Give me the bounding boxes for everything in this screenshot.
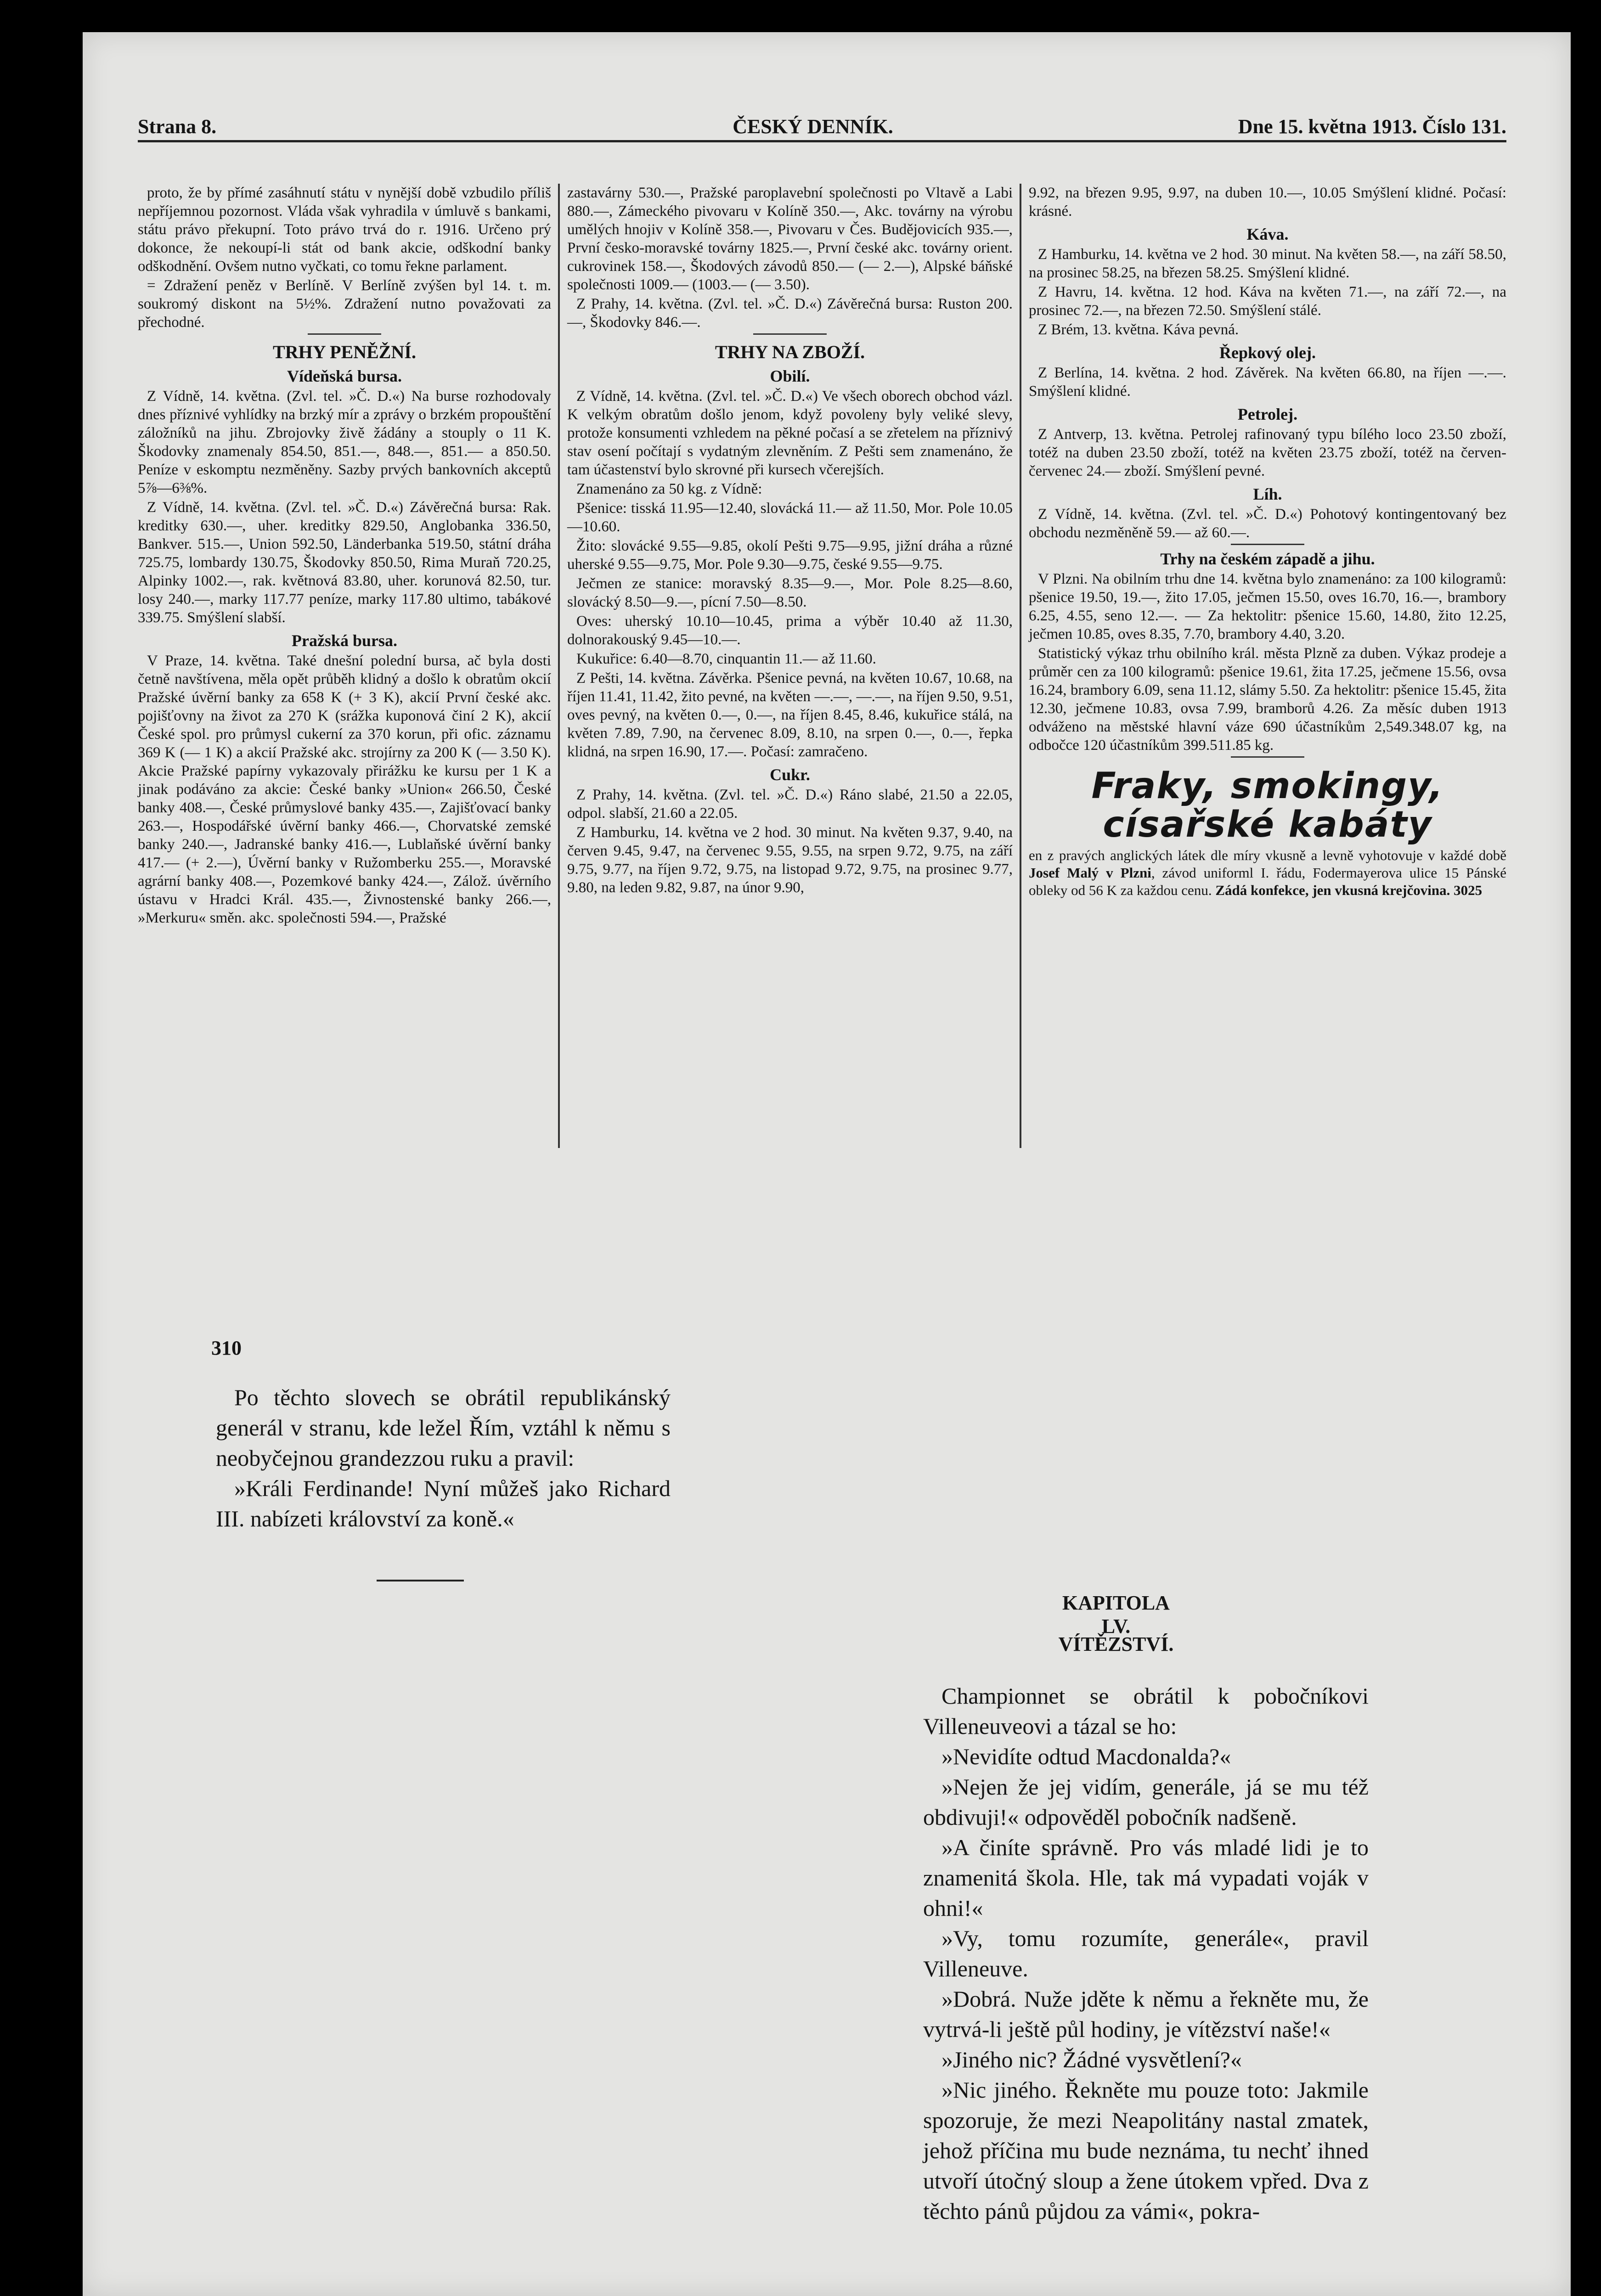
subsection-title-grain: Obilí. <box>770 367 810 385</box>
berlin-discount-paragraph: = Zdražení peněz v Berlíně. V Berlíně zvýšen byl 14. t. m. soukromý diskont na 5½%. Zdražení nutno považovati za přechodné. <box>138 277 551 331</box>
divider <box>1231 756 1304 758</box>
advertisement-company: Josef Malý v Plzni <box>1029 865 1151 881</box>
chapter-title: VÍTĚZSTVÍ. <box>1058 1633 1174 1655</box>
book-paragraph: »Nevidíte odtud Macdonalda?« <box>941 1744 1231 1769</box>
grain-rye: Žito: slovácké 9.55—9.85, okolí Pešti 9.75—9.95, jižní dráha a různé uherské 9.55—9.75, Mor. Pole 9.30—9.75, české 9.55—9.75. <box>567 538 1013 573</box>
masthead: ČESKÝ DENNÍK. <box>733 115 893 138</box>
divider <box>753 333 827 335</box>
advertisement-code: 3025 <box>1454 882 1483 898</box>
chapter-number: KAPITOLA LV. <box>1062 1592 1170 1638</box>
advertisement-text <box>1029 847 1506 899</box>
subsection-title-vienna: Vídeňská bursa. <box>287 367 402 385</box>
book-paragraph: Po těchto slovech se obrátil republikánský generál v stranu, kde ležel Řím, vztáhl k němu s neobyčejnou grandezzou ruku a pravil: <box>216 1384 671 1471</box>
book-paragraph: »A činíte správně. Pro vás mladé lidi je to znamenitá škola. Hle, tak má vypadati voják v ohni!« <box>923 1835 1369 1921</box>
book-paragraph: »Vy, tomu rozumíte, generále«, pravil Villeneuve. <box>923 1925 1369 1981</box>
grain-pest-report: Z Pešti, 14. května. Závěrka. Pšenice pevná, na květen 10.67, 10.68, na říjen 11.41, 11.42, žito pevné, na květen —.—, —.—, na říjen 9.50, 9.51, oves pevný, na květen 0.—, 0.—, na říjen 8.45, 8.46, kukuřice stálá, na květen 7.89, 7.90, na červenec 8.09, 8.10, na srpen 0.—, 0.—, řepka klidná, na srpen 16.90, 17.—. Počasí: zamračeno. <box>567 670 1013 760</box>
book-paragraph: »Nejen že jej vidím, generále, já se mu též obdivuji!« odpověděl pobočník nadšeně. <box>923 1774 1369 1830</box>
book-text-right <box>923 1681 1369 2226</box>
book-paragraph: »Nic jiného. Řekněte mu pouze toto: Jakmile spozoruje, že mezi Neapolitány nastal zmatek, jehož příčina mu bude neznáma, tu nechť ihned utvoří útočný sloup a žene útokem vpřed. Dva z těchto pánů půjdou za vámi«, pokra- <box>923 2077 1369 2224</box>
prague-report-continued: zastavárny 530.—, Pražské paroplavební společnosti po Vltavě a Labi 880.—, Zámeckého pivovaru v Kolíně 350.—, Akc. továrny na výrobu umělých hnojiv v Kolíně 358.—, Pivovaru v Čes. Budějovicích 935.—, První česko-moravské továrny 1825.—, První české akc. továrny orient. cukrovinek 158.—, Škodových závodů 850.— (— 2.—), Alpské báňské společnosti 1009.— (1003.— (— 3.50). <box>567 185 1013 293</box>
column-rule <box>558 184 560 1148</box>
sugar-hamburg: Z Hamburku, 14. května ve 2 hod. 30 minut. Na květen 9.37, 9.40, na červen 9.45, 9.47, na červenec 9.55, 9.55, na srpen 9.72, 9.75, na září 9.75, 9.77, na říjen 9.72, 9.75, na listopad 9.72, 9.75, na prosinec 9.77, 9.80, na leden 9.82, 9.87, na únor 9.90, <box>567 824 1013 896</box>
subsection-title-coffee: Káva. <box>1246 225 1289 243</box>
sugar-hamburg-continued: 9.92, na březen 9.95, 9.97, na duben 10.—, 10.05 Smýšlení klidné. Počasí: krásné. <box>1029 185 1506 219</box>
book-paragraph: Championnet se obrátil k pobočníkovi Villeneuveovi a tázal se ho: <box>923 1683 1369 1739</box>
plzen-market: V Plzni. Na obilním trhu dne 14. května bylo znamenáno: za 100 kilogramů: pšenice 19.50, 19.—, žito 17.05, ječmen 15.50, oves 16.70, 16.—, brambory 6.25, 4.55, seno 12.—. — Za hektolitr: pšenice 15.60, 14.80, žito 12.25, ječmen 10.85, oves 8.35, 7.70, brambory 4.40, 3.20. <box>1029 571 1506 642</box>
subsection-title-sugar: Cukr. <box>770 765 810 784</box>
spirit-vienna: Z Vídně, 14. května. (Zvl. tel. »Č. D.«) Pohotový kontingentovaný bez obchodu nezměněně 59.— až 60.—. <box>1029 506 1506 541</box>
date-issue: Dne 15. května 1913. Číslo 131. <box>1238 115 1506 138</box>
header-rule <box>138 140 1506 142</box>
section-title-money-markets: TRHY PENĚŽNÍ. <box>273 342 416 362</box>
grain-report: Z Vídně, 14. května. (Zvl. tel. »Č. D.«) Ve všech oborech obchod vázl. K velkým obratům došlo jenom, když povoleny byly veliké slevy, protože konsumenti vzhledem na pěkné počasí a se zřetelem na příznivý stav osení počítají s vydatným zlevněním. Z Pešti sem znamenáno, že tam účastenství bylo skrovné při kursech včerejších. <box>567 388 1013 478</box>
column-1 <box>138 184 551 928</box>
book-divider <box>377 1580 464 1581</box>
advertisement-body-end: , závod uniforml I. řádu, Fodermayerova ulice 15 Pánské obleky od 56 K za každou cenu. <box>1029 865 1507 898</box>
grain-note: Znamenáno za 50 kg. z Vídně: <box>576 481 762 497</box>
column-rule <box>1020 184 1021 1148</box>
subsection-title-prague: Pražská bursa. <box>291 631 397 650</box>
advertisement-body: en z pravých anglických látek dle míry vkusně a levně vyhotovuje v každé době <box>1029 847 1506 863</box>
plzen-statistics: Statistický výkaz trhu obilního král. města Plzně za duben. Výkaz prodeje a průměr cen za 100 kilogramů: pšenice 19.61, žita 17.25, ječmene 15.56, ovsa 16.24, brambory 6.09, sena 11.12, slámy 5.50. Za hektolitr: pšenice 15.45, žita 12.30, ječmene 10.83, ovsa 7.99, bramborů 4.26. Za měsíc duben 1913 odváženo na městské hlavní váze 690 účastníkům 2,549.348.07 kg, na odbočce 120 účastníkům 399.511.85 kg. <box>1029 645 1506 754</box>
vienna-report: Z Vídně, 14. května. (Zvl. tel. »Č. D.«) Na burse rozhodovaly dnes příznivé vyhlídky na brzký mír a zprávy o brzkém propouštění záložníků na jihu. Zbrojovky živě žádány a stouply o 11 K. Škodovky znamenaly 854.50, 851.—, 848.—, 851.— a 850.50. Peníze v eskomptu nezměněny. Sazby prvých bankovních akceptů 5⅞—6⅜%. <box>138 388 551 496</box>
page-label: Strana 8. <box>138 115 217 138</box>
book-paragraph: »Dobrá. Nuže jděte k němu a řekněte mu, že vytrvá-li ještě půl hodiny, je vítězství naše!« <box>923 1986 1369 2042</box>
grain-barley: Ječmen ze stanice: moravský 8.35—9.—, Mor. Pole 8.25—8.60, slovácký 8.50—9.—, pícní 7.50—8.50. <box>567 575 1013 610</box>
grain-maize: Kukuřice: 6.40—8.70, cinquantin 11.— až 11.60. <box>576 651 876 667</box>
sugar-prague: Z Prahy, 14. května. (Zvl. tel. »Č. D.«) Ráno slabé, 21.50 a 22.05, odpol. slabší, 21.60 a 22.05. <box>567 787 1013 822</box>
grain-oats: Oves: uherský 10.10—10.45, prima a výběr 10.40 až 11.30, dolnorakouský 9.45—10.—. <box>567 613 1013 648</box>
advertisement-closing: Zádá konfekce, jen vkusná krejčovina. <box>1215 882 1450 898</box>
subsection-title-petroleum: Petrolej. <box>1237 405 1298 423</box>
section-title-goods-markets: TRHY NA ZBOŽÍ. <box>715 342 865 362</box>
subsection-title-west-markets: Trhy na českém západě a jihu. <box>1160 550 1375 568</box>
rape-oil-berlin: Z Berlína, 14. května. 2 hod. Závěrek. Na květen 66.80, na říjen —.—. Smýšlení klidné. <box>1029 365 1506 400</box>
subsection-title-spirit: Líh. <box>1253 485 1282 503</box>
prague-report: V Praze, 14. května. Také dnešní polední bursa, ač byla dosti četně navštívena, měla opět průběh klidný a došlo k obratům okcií Pražské úvěrní banky za 658 K (+ 3 K), akcií První české akc. pojišťovny na život za 270 K (srážka kuponová činí 2 K), akcií České spol. pro průmysl cukerní za 370 korun, při ofic. záznamu 369 K (— 1 K) a akcií Pražské akc. strojírny za 200 K (— 3.50 K). Akcie Pražské papírny vykazovaly přirážku ke kursu per 1 K a jinak podáváno za akcie: České banky »Union« 266.50, České banky 408.—, České průmyslové banky 435.—, Zajišťovací banky 263.—, Hospodářské úvěrní banky 466.—, Chorvatské zemské banky 240.—, Jadranské banky 416.—, Lublaňské úvěrní banky 417.— (+ 2.—), Úvěrní banky v Ružomberku 255.—, Moravské agrární banky 408.—, Pozemkové banky 424.—, Zálož. úvěrního ústavu v Hradci Král. 435.—, Živnostenské banky 266.—, »Merkuru« směn. akc. společnosti 594.—, Pražské <box>138 653 551 926</box>
grain-wheat: Pšenice: tisská 11.95—12.40, slovácká 11.— až 11.50, Mor. Pole 10.05—10.60. <box>567 500 1013 535</box>
book-paragraph: »Králi Ferdinande! Nyní můžeš jako Richard III. nabízeti království za koně.« <box>216 1475 671 1531</box>
intro-paragraph: proto, že by přímé zasáhnutí státu v nynější době vzbudilo příliš nepříjemnou pozornost. Vláda však vyhradila v úmluvě s bankami, státu právo překupní. Toto právo trvá do r. 1916. Určeno prý dokonce, že nekoupí-li stát od bank akcie, odškodní banky odškodnění. Ovšem nutno vyčkati, co tomu řekne parlament. <box>138 185 551 275</box>
book-text-left <box>216 1382 671 1534</box>
column-3 <box>1029 184 1506 899</box>
coffee-bremen: Z Brém, 13. května. Káva pevná. <box>1038 321 1239 338</box>
vienna-report-closing: Z Vídně, 14. května. (Zvl. tel. »Č. D.«) Závěrečná bursa: Rak. kreditky 630.—, uher. kreditky 829.50, Anglobanka 336.50, Bankver. 515.—, Union 592.50, Länderbanka 519.50, státní dráha 725.75, lombardy 130.75, Škodovky 850.50, Rima Muraň 720.25, Alpinky 1002.—, rak. květnová 83.80, uher. korunová 82.50, tur. losy 240.—, marky 117.77 peníze, marky 117.80 ultimo, tabákové 339.75. Smýšlení slabší. <box>138 499 551 626</box>
coffee-havre: Z Havru, 14. května. 12 hod. Káva na květen 71.—, na září 72.—, na prosinec 72.—, na březen 72.50. Smýšlení stálé. <box>1029 284 1506 319</box>
book-paragraph: »Jiného nic? Žádné vysvětlení?« <box>941 2047 1242 2072</box>
prague-closing-report: Z Prahy, 14. května. (Zvl. tel. »Č. D.«) Závěrečná bursa: Ruston 200.—, Škodovky 846.—. <box>567 296 1013 331</box>
divider <box>1231 544 1304 545</box>
advertisement-title: Fraky, smokingy, císařské kabáty <box>1091 765 1444 845</box>
column-2 <box>567 184 1013 898</box>
petroleum-antwerp: Z Antverp, 13. května. Petrolej rafinovaný typu bílého loco 23.50 zboží, totéž na duben 23.50 zboží, totéž na květen 23.75 zboží, totéž na červen-červenec 24.— zboží. Smýšlení pevné. <box>1029 426 1506 479</box>
coffee-hamburg: Z Hamburku, 14. května ve 2 hod. 30 minut. Na květen 58.—, na září 58.50, na prosinec 58.25, na březen 58.25. Smýšlení klidné. <box>1029 246 1506 281</box>
book-page-number: 310 <box>211 1337 242 1359</box>
subsection-title-rape-oil: Řepkový olej. <box>1219 343 1316 362</box>
divider <box>308 333 381 335</box>
